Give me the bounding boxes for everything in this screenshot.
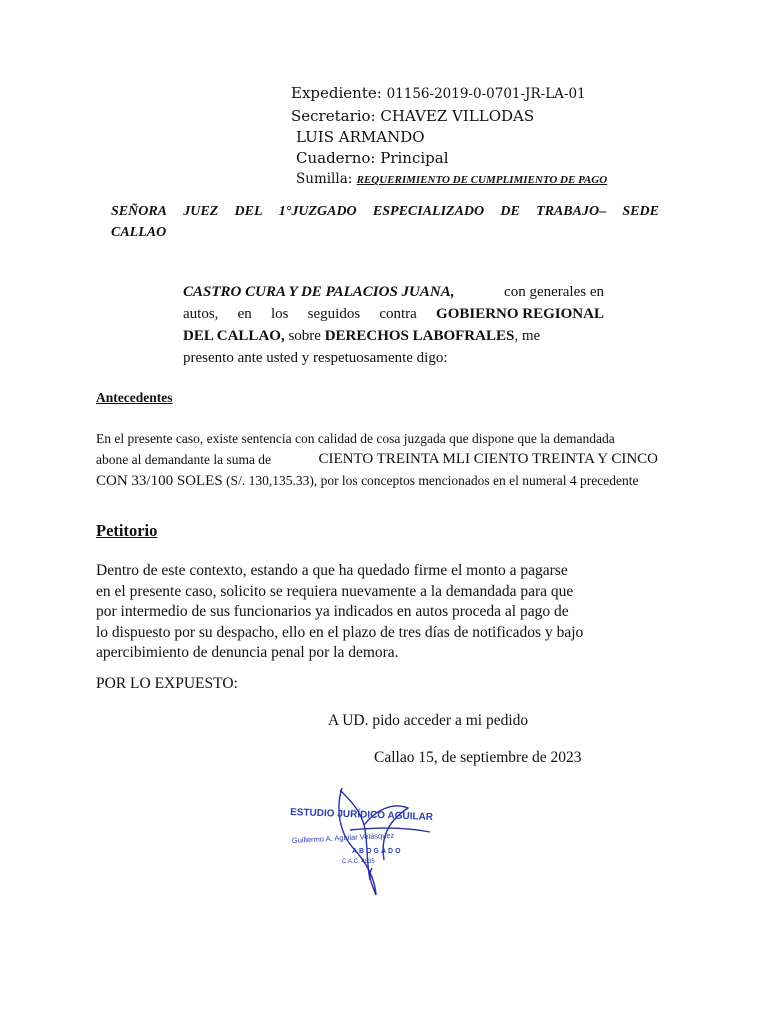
stamp-line-2: Guillermo A. Aguilar Velásquez	[291, 830, 395, 845]
party-word: los	[270, 306, 289, 322]
expediente-value: 01156-2019-0-0701-JR-LA-01	[386, 86, 586, 102]
expediente-line	[291, 84, 586, 102]
amount-words-2: CON 33/100 SOLES	[96, 473, 223, 489]
petitorio-line: lo dispuesto por su despacho, ello en el plazo de tres días de notificados y bajo	[96, 623, 584, 641]
lawyer-stamp	[280, 780, 460, 900]
addressee-line-1	[111, 201, 659, 222]
petitorio-line: Dentro de este contexto, estando a que ha quedado firme el monto a pagarse	[96, 562, 568, 579]
party-line-2	[183, 303, 604, 325]
addressee-word: 1°JUZGADO	[278, 204, 357, 219]
party-line-3	[183, 325, 604, 347]
sumilla-value: REQUERIMIENTO DE CUMPLIMIENTO DE PAGO	[356, 174, 608, 186]
matter: DERECHOS LABOFRALES	[324, 328, 515, 344]
party-line-4: presento ante usted y respetuosamente digo:	[183, 350, 448, 366]
por-lo-expuesto: POR LO EXPUESTO:	[96, 675, 238, 692]
secretario-line	[291, 107, 534, 125]
party-sobre: sobre	[288, 328, 321, 344]
petitorio-line: por intermedio de sus funcionarios ya indicados en autos proceda al pago de	[96, 603, 569, 620]
cuaderno-value: Principal	[380, 149, 449, 167]
antecedentes-line-1: En el presente caso, existe sentencia con calidad de cosa juzgada que dispone que la demandada	[96, 431, 615, 446]
antecedentes-heading: Antecedentes	[96, 390, 173, 405]
defendant-name: GOBIERNO REGIONAL	[436, 306, 604, 322]
party-line-1-rest: con generales en	[504, 284, 604, 300]
antecedentes-body	[96, 428, 658, 492]
party-word: contra	[379, 306, 417, 322]
cuaderno-line	[296, 149, 449, 167]
petitorio-line: en el presente caso, solicito se requiera nuevamente a la demandada para que	[96, 582, 574, 600]
antecedentes-line-3-rest: (S/. 130,135.33), por los conceptos mencionados en el numeral 4 precedente	[226, 473, 639, 488]
addressee-word: TRABAJO–	[536, 204, 607, 219]
secretario-value: CHAVEZ VILLODAS	[380, 107, 535, 125]
sumilla-line	[296, 171, 607, 187]
amount-words: CIENTO TREINTA MLI CIENTO TREINTA Y CINCO	[318, 451, 658, 467]
addressee-word: JUEZ	[183, 204, 219, 219]
stamp-line-3: ABOGADO	[352, 848, 403, 855]
secretario-label: Secretario:	[291, 107, 381, 125]
antecedentes-line-3	[96, 470, 658, 492]
party-word: autos,	[183, 306, 219, 322]
addressee-block	[111, 201, 659, 243]
date-line: Callao 15, de septiembre de 2023	[374, 749, 582, 766]
party-word: seguidos	[307, 306, 361, 322]
sumilla-label: Sumilla:	[296, 171, 357, 187]
antecedentes-line-2-start: abone al demandante la suma de	[96, 452, 272, 467]
expediente-label: Expediente:	[291, 84, 387, 102]
stamp-line-4: C.A.C. 4835	[342, 859, 375, 865]
addressee-word: SEÑORA	[111, 204, 168, 219]
party-line-1	[183, 281, 604, 303]
antecedentes-line-2	[96, 449, 658, 470]
addressee-word: DEL	[234, 204, 263, 219]
petitorio-line: apercibimiento de denuncia penal por la demora.	[96, 644, 399, 661]
secretario-line-2	[296, 128, 425, 146]
party-line-3-end: , me	[514, 328, 541, 344]
addressee-word: SEDE	[622, 204, 659, 219]
petitorio-body	[96, 561, 659, 664]
stamp-line-1: ESTUDIO JURÍDICO AGUILAR	[289, 807, 434, 823]
party-name: CASTRO CURA Y DE PALACIOS JUANA,	[183, 284, 455, 300]
cuaderno-label: Cuaderno:	[296, 149, 381, 167]
addressee-word: ESPECIALIZADO	[372, 204, 485, 219]
secretario-value-2: LUIS ARMANDO	[296, 128, 425, 146]
addressee-word: DE	[500, 204, 520, 219]
addressee-line-2: CALLAO	[111, 225, 167, 240]
party-block	[183, 281, 604, 369]
party-word: en	[237, 306, 252, 322]
defendant-name-2: DEL CALLAO,	[183, 328, 285, 344]
request-line: A UD. pido acceder a mi pedido	[328, 712, 529, 729]
petitorio-heading: Petitorio	[96, 521, 158, 540]
